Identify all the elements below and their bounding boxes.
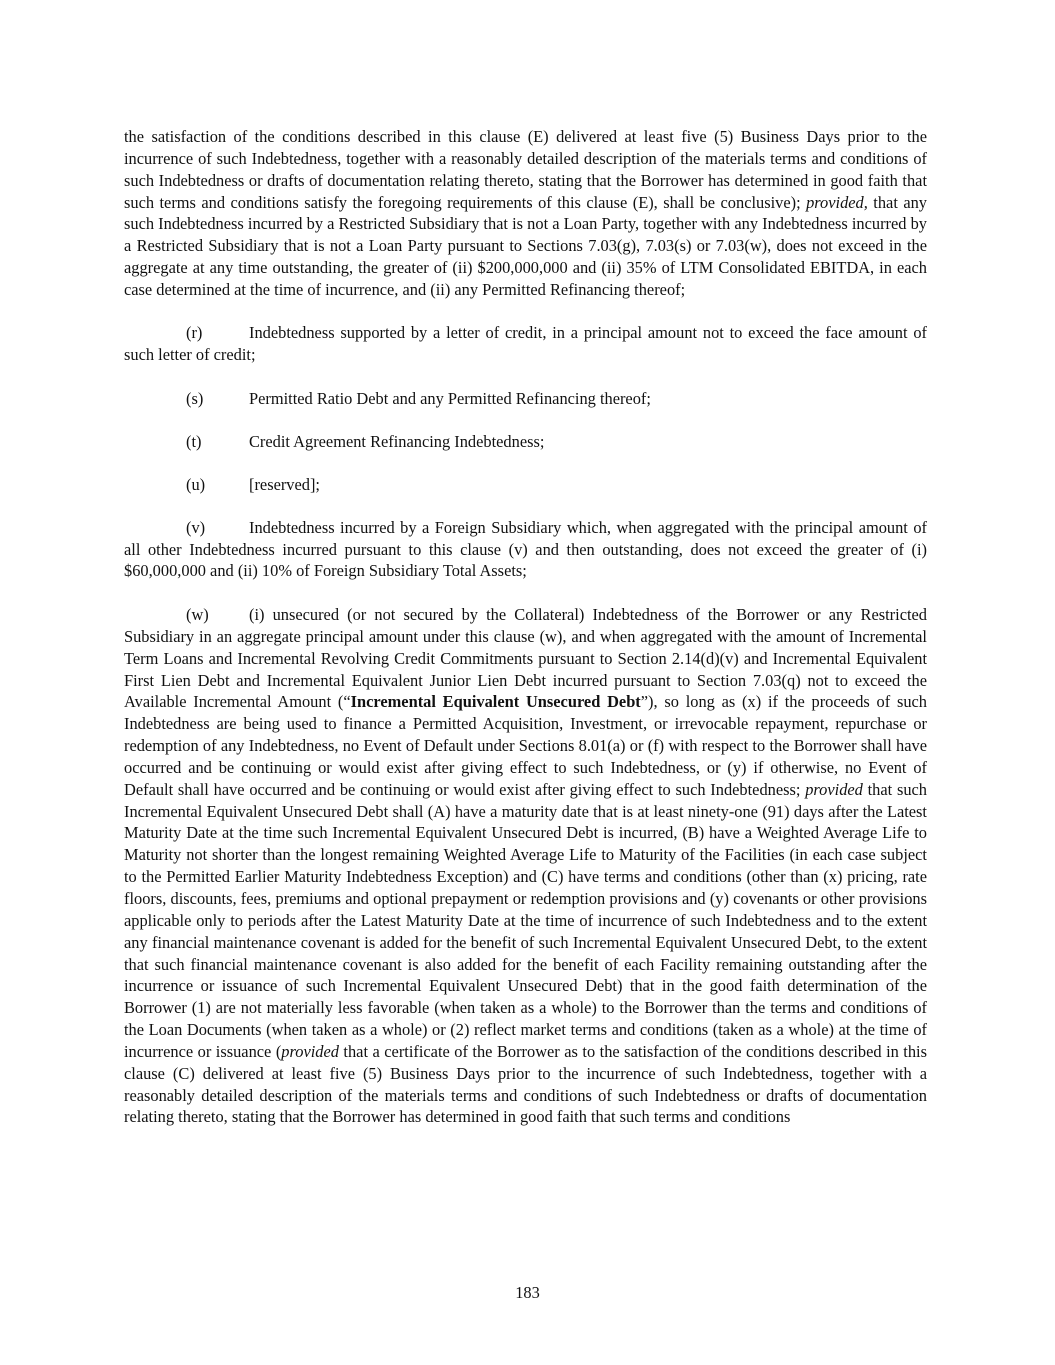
clause-v-label: (v) xyxy=(186,517,206,537)
clause-r-text: Indebtedness supported by a letter of credit, in a principal amount not to exceed the face amount of such letter of credit; xyxy=(124,323,927,365)
clause-s-label: (s) xyxy=(186,388,204,408)
clause-w-provided-italic-2: provided xyxy=(281,1041,339,1061)
clause-w-text-2: ”), so long as (x) if the proceeds of such Indebtedness are being used to finance a Permitted Acquisition, Investment, or irrevocable repayment, repurchase or redemption of any Indebtedness, no Event of Default under Sections 8.01(a) or (f) with respect to the Borrower shall have occurred and be continuing or would exist after giving effect to such Indebtedness, or (y) if otherwise, no Event of Default shall have occurred and be continuing or would exist after giving effect to such Indebtedness; xyxy=(124,692,927,799)
intro-provided-italic: provided, xyxy=(806,192,868,212)
clause-u-label: (u) xyxy=(186,474,206,494)
document-body xyxy=(124,126,927,1128)
clause-t-label: (t) xyxy=(186,431,202,451)
clause-w-label: (w) xyxy=(186,605,209,625)
clause-v-text: Indebtedness incurred by a Foreign Subsidiary which, when aggregated with the principal amount of all other Indebtedness incurred pursuant to this clause (v) and then outstanding, does not exceed the greater of (i) $60,000,000 and (ii) 10% of Foreign Subsidiary Total Assets; xyxy=(124,517,927,581)
clause-r xyxy=(124,322,927,366)
clause-r-label: (r) xyxy=(186,323,203,343)
clause-s-text: Permitted Ratio Debt and any Permitted Refinancing thereof; xyxy=(249,388,651,408)
clause-w-text-1: (i) unsecured (or not secured by the Collateral) Indebtedness of the Borrower or any Restricted Subsidiary in an aggregate principal amount under this clause (w), and when aggregated with the amount of Incremental Term Loans and Incremental Revolving Credit Commitments pursuant to Section 2.14(d)(v) and Incremental Equivalent First Lien Debt and Incremental Equivalent Junior Lien Debt incurred pursuant to Section 7.03(q) not to exceed the Available Incremental Amount (“ xyxy=(124,605,927,712)
intro-paragraph xyxy=(124,126,927,301)
clause-w-provided-italic-1: provided xyxy=(805,779,863,799)
defined-term-bold: Incremental Equivalent Unsecured Debt xyxy=(350,692,641,712)
clause-v xyxy=(124,517,927,583)
clause-t-text: Credit Agreement Refinancing Indebtedness; xyxy=(249,431,545,451)
intro-text-2: that any such Indebtedness incurred by a Restricted Subsidiary that is not a Loan Party, together with any Indebtedness incurred by a Restricted Subsidiary that is not a Loan Party pursuant to Sections 7.03(g), 7.03(s) or 7.03(w), does not exceed in the aggregate at any time outstanding, the greater of (ii) $200,000,000 and (ii) 35% of LTM Consolidated EBITDA, in each case determined at the time of incurrence, and (ii) any Permitted Refinancing thereof; xyxy=(124,192,927,299)
page-number: 183 xyxy=(515,1283,540,1302)
clause-w xyxy=(124,604,927,1128)
clause-t xyxy=(124,431,927,453)
clause-w-text-4: that a certificate of the Borrower as to the satisfaction of the conditions described in this clause (C) delivered at least five (5) Business Days prior to the incurrence of such Indebtedness, together with a reasonably detailed description of the materials terms and conditions of such Indebtedness or drafts of documentation relating thereto, stating that the Borrower has determined in good faith that such terms and conditions xyxy=(124,1041,927,1127)
clause-w-text-3: that such Incremental Equivalent Unsecured Debt shall (A) have a maturity date that is at least ninety-one (91) days after the Latest Maturity Date at the time such Incremental Equivalent Unsecured Debt is incurred, (B) have a Weighted Average Life to Maturity not shorter than the longest remaining Weighted Average Life to Maturity of the Facilities (in each case subject to the Permitted Earlier Maturity Indebtedness Exception) and (C) have terms and conditions (other than (x) pricing, rate floors, discounts, fees, premiums and optional prepayment or redemption provisions and (y) covenants or other provisions applicable only to periods after the Latest Maturity Date at the time of incurrence of such Indebtedness and to the extent any financial maintenance covenant is added for the benefit of such Incremental Equivalent Unsecured Debt, to the extent that such financial maintenance covenant is also added for the benefit of each Facility remaining outstanding after the incurrence or issuance of such Incremental Equivalent Unsecured Debt) that in the good faith determination of the Borrower (1) are not materially less favorable (when taken as a whole) to the Borrower than the terms and conditions of the Loan Documents (when taken as a whole) or (2) reflect market terms and conditions (taken as a whole) at the time of incurrence or issuance ( xyxy=(124,779,928,1061)
intro-text-1: the satisfaction of the conditions described in this clause (E) delivered at least five (5) Business Days prior to the incurrence of such Indebtedness, together with a reasonably detailed description of the materials terms and conditions of such Indebtedness or drafts of documentation relating thereto, stating that the Borrower has determined in good faith that such terms and conditions satisfy the foregoing requirements of this clause (E), shall be conclusive); xyxy=(124,127,927,212)
clause-u-text: [reserved]; xyxy=(249,474,320,494)
clause-u xyxy=(124,474,927,496)
clause-s xyxy=(124,388,927,410)
